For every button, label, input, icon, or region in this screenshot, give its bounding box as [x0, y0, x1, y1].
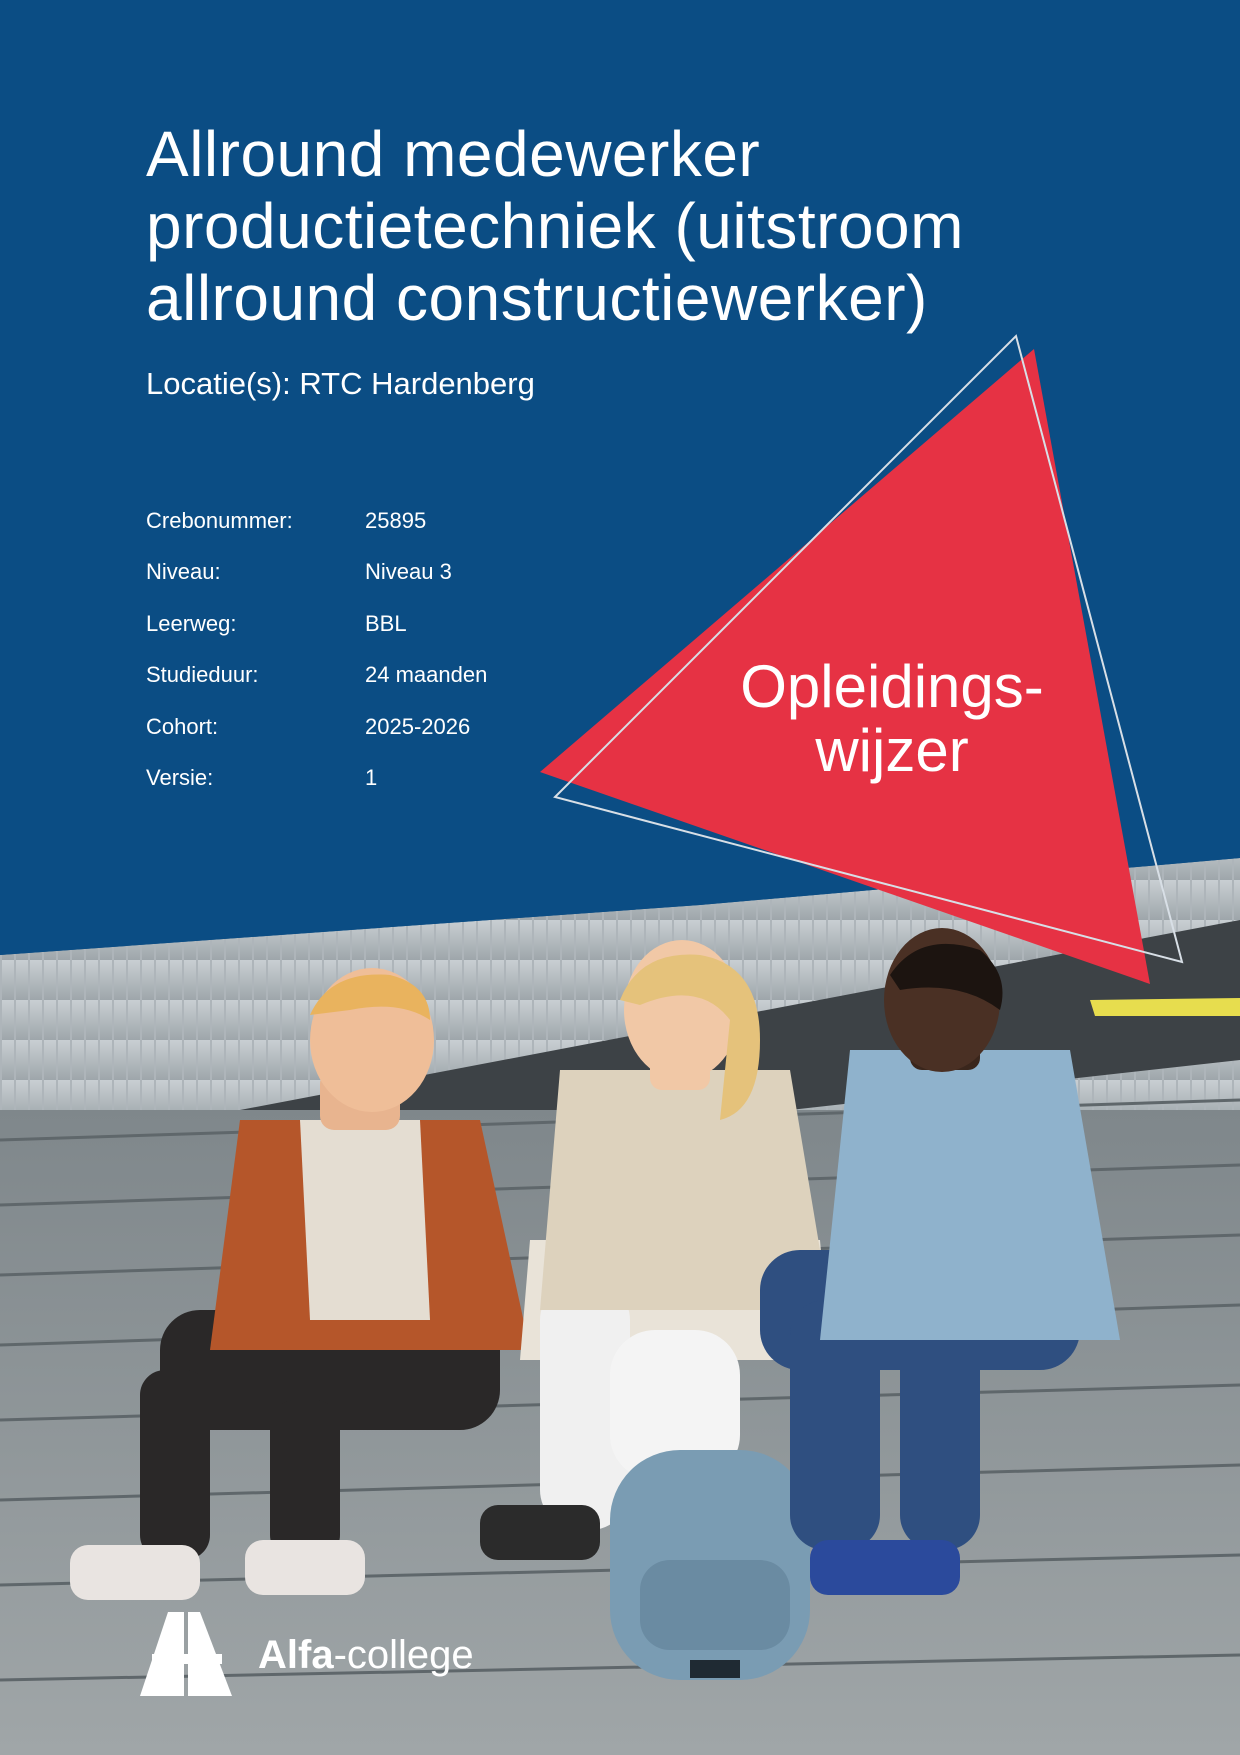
- detail-label: Studieduur:: [146, 662, 259, 688]
- alfa-logo-icon: [138, 1610, 234, 1700]
- location-label: Locatie(s):: [146, 366, 291, 401]
- location-line: [146, 364, 535, 404]
- detail-row-studieduur: [146, 650, 487, 702]
- detail-value: BBL: [365, 610, 407, 636]
- detail-value: 2025-2026: [365, 713, 471, 739]
- detail-row-leerweg: [146, 598, 487, 650]
- logo-word-bold: Alfa: [258, 1633, 334, 1677]
- detail-row-versie: [146, 753, 487, 805]
- details-list: [146, 495, 487, 804]
- detail-label: Niveau:: [146, 559, 221, 585]
- detail-value: 25895: [365, 507, 427, 533]
- detail-row-cohort: [146, 701, 487, 753]
- title-line-2: productietechniek (uitstroom: [146, 190, 964, 262]
- detail-value: 24 maanden: [365, 662, 488, 688]
- title-line-3: allround constructiewerker): [146, 262, 928, 334]
- logo-word-rest: -college: [333, 1633, 474, 1677]
- logo-wordmark: [258, 1632, 474, 1678]
- badge-line-1: Opleidings-: [740, 653, 1044, 720]
- detail-label: Crebonummer:: [146, 507, 293, 533]
- opleidingswijzer-badge: [692, 655, 1092, 783]
- document-title: [146, 118, 1146, 334]
- detail-row-crebonummer: [146, 495, 487, 547]
- detail-label: Cohort:: [146, 713, 219, 739]
- alfa-college-logo: [138, 1610, 518, 1700]
- location-value: RTC Hardenberg: [299, 366, 535, 401]
- title-line-1: Allround medewerker: [146, 118, 761, 190]
- detail-row-niveau: [146, 547, 487, 599]
- detail-label: Versie:: [146, 765, 214, 791]
- detail-label: Leerweg:: [146, 610, 237, 636]
- detail-value: 1: [365, 765, 378, 791]
- badge-line-2: wijzer: [815, 717, 969, 784]
- detail-value: Niveau 3: [365, 559, 452, 585]
